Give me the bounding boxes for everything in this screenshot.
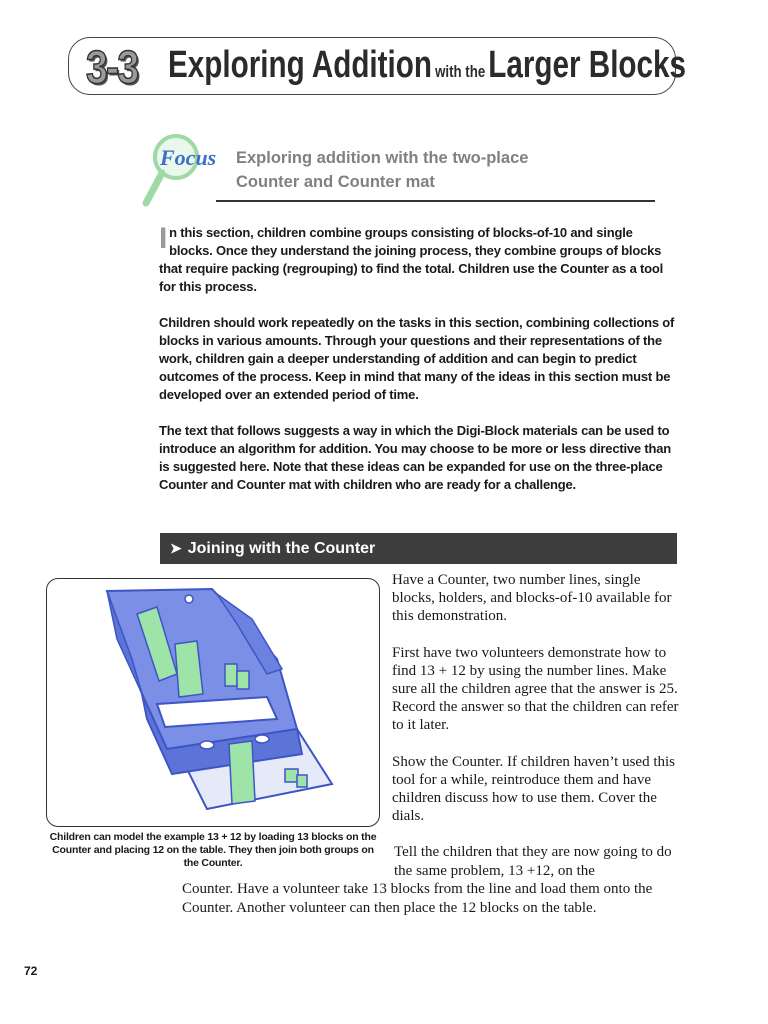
- section-heading-bar: [160, 533, 677, 564]
- intro-paragraph-3: The text that follows suggests a way in which the Digi-Block materials can be used to introduce an algorithm for addition. You may choose to be more or less directive than is suggested here. Note that these ideas can be expanded for use on the three-place Counter and Counter mat with children who are ready for a challenge.: [159, 423, 672, 492]
- title-part-2: Larger Blocks: [488, 44, 687, 86]
- intro-text: [159, 224, 679, 512]
- focus-text: [236, 146, 656, 194]
- focus-divider: [216, 200, 655, 202]
- body-paragraph-1: Have a Counter, two number lines, single blocks, holders, and blocks-of-10 available for this demonstration.: [392, 572, 672, 625]
- body-paragraph-4-start: Tell the children that they are now going to do the same problem, 13 +12, on the: [394, 844, 672, 879]
- drop-cap: I: [159, 222, 168, 255]
- figure-frame: [46, 578, 380, 827]
- page-title: [168, 44, 686, 90]
- intro-paragraph-1: [159, 224, 679, 296]
- focus-line-1: Exploring addition with the two-place: [236, 149, 529, 167]
- arrow-icon: ➤: [170, 540, 182, 556]
- intro-paragraph-2: Children should work repeatedly on the tasks in this section, combining collections of blocks in various amounts. Through your questions and their representations of the work, children gain a deeper understanding of addition and can begin to predict outcomes of the process. Keep in mind that many of the ideas in this section must be developed over an extended period of time.: [159, 315, 675, 402]
- title-connector: with the: [435, 62, 486, 81]
- counter-illustration: [47, 579, 378, 825]
- focus-line-2: Counter and Counter mat: [236, 173, 435, 191]
- title-part-1: Exploring Addition: [168, 44, 432, 86]
- section-heading: Joining with the Counter: [187, 539, 376, 557]
- section-number: 3-3: [86, 41, 138, 93]
- body-paragraph-2: First have two volunteers demonstrate how to find 13 + 12 by using the number lines. Make sure all the children agree that the answer is 25. Record the answer so that the children can refer to it later.: [392, 644, 679, 734]
- focus-label: Focus: [160, 145, 217, 170]
- body-paragraph-3: Show the Counter. If children haven’t used this tool for a while, reintroduce them and have children discuss how to use them. Cover the dials.: [392, 753, 676, 825]
- page-number: 72: [24, 964, 38, 978]
- body-paragraph-4-end: Counter. Have a volunteer take 13 blocks from the line and load them onto the Counter. Another volunteer can then place the 12 blocks on the table.: [182, 881, 653, 916]
- intro-paragraph-1-text: n this section, children combine groups consisting of blocks-of-10 and single blocks. Once they understand the joining process, they combine groups of blocks that require packing (regrouping) to find the total. Children use the Counter as a tool for this process.: [159, 225, 664, 294]
- figure-caption: Children can model the example 13 + 12 by loading 13 blocks on the Counter and placing 12 on the table. They then join both groups on the Counter.: [49, 831, 377, 869]
- body-text-column: [392, 571, 682, 898]
